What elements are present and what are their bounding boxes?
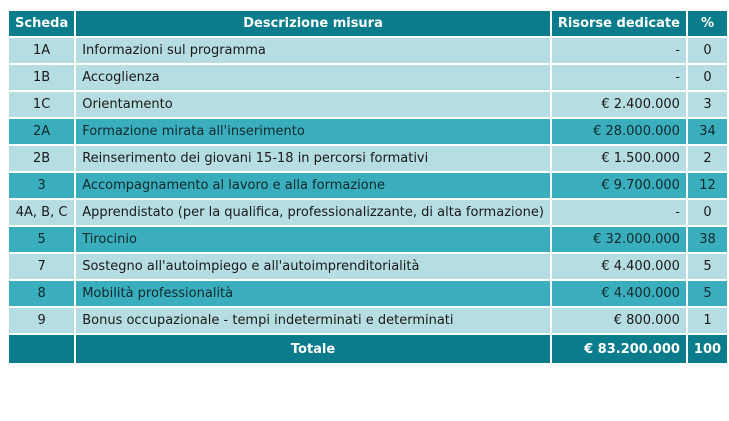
cell-percentuale: 5 (687, 280, 728, 307)
cell-risorse: - (551, 199, 687, 226)
resources-table-container (7, 9, 729, 365)
cell-scheda: 9 (8, 307, 75, 334)
header-scheda: Scheda (8, 10, 75, 37)
cell-risorse: € 1.500.000 (551, 145, 687, 172)
cell-scheda: 8 (8, 280, 75, 307)
cell-descrizione: Informazioni sul programma (75, 37, 551, 64)
cell-descrizione: Apprendistato (per la qualifica, professionalizzante, di alta formazione) (75, 199, 551, 226)
total-label: Totale (75, 334, 551, 364)
cell-percentuale: 2 (687, 145, 728, 172)
cell-scheda: 7 (8, 253, 75, 280)
cell-descrizione: Formazione mirata all'inserimento (75, 118, 551, 145)
cell-risorse: € 800.000 (551, 307, 687, 334)
table-row (8, 145, 728, 172)
cell-scheda: 1A (8, 37, 75, 64)
cell-descrizione: Tirocinio (75, 226, 551, 253)
table-row (8, 199, 728, 226)
table-row (8, 64, 728, 91)
total-row (8, 334, 728, 364)
cell-percentuale: 0 (687, 199, 728, 226)
cell-scheda: 3 (8, 172, 75, 199)
cell-risorse: € 4.400.000 (551, 253, 687, 280)
cell-risorse: € 9.700.000 (551, 172, 687, 199)
table-row (8, 253, 728, 280)
cell-scheda: 1C (8, 91, 75, 118)
cell-percentuale: 0 (687, 64, 728, 91)
cell-risorse: - (551, 64, 687, 91)
cell-descrizione: Sostegno all'autoimpiego e all'autoimprenditorialità (75, 253, 551, 280)
header-percentuale: % (687, 10, 728, 37)
cell-descrizione: Bonus occupazionale - tempi indeterminati e determinati (75, 307, 551, 334)
table-row (8, 307, 728, 334)
total-percentuale: 100 (687, 334, 728, 364)
cell-scheda: 2A (8, 118, 75, 145)
cell-descrizione: Accoglienza (75, 64, 551, 91)
cell-descrizione: Mobilità professionalità (75, 280, 551, 307)
cell-risorse: - (551, 37, 687, 64)
table-row (8, 172, 728, 199)
table-row (8, 37, 728, 64)
resources-table (7, 9, 729, 365)
table-row (8, 118, 728, 145)
cell-descrizione: Accompagnamento al lavoro e alla formazione (75, 172, 551, 199)
cell-scheda: 1B (8, 64, 75, 91)
cell-percentuale: 0 (687, 37, 728, 64)
cell-percentuale: 1 (687, 307, 728, 334)
cell-percentuale: 34 (687, 118, 728, 145)
cell-scheda: 4A, B, C (8, 199, 75, 226)
cell-percentuale: 38 (687, 226, 728, 253)
cell-risorse: € 32.000.000 (551, 226, 687, 253)
table-row (8, 226, 728, 253)
cell-descrizione: Reinserimento dei giovani 15-18 in percorsi formativi (75, 145, 551, 172)
table-row (8, 280, 728, 307)
cell-percentuale: 12 (687, 172, 728, 199)
cell-descrizione: Orientamento (75, 91, 551, 118)
cell-scheda: 5 (8, 226, 75, 253)
cell-risorse: € 4.400.000 (551, 280, 687, 307)
header-risorse: Risorse dedicate (551, 10, 687, 37)
cell-percentuale: 5 (687, 253, 728, 280)
cell-scheda: 2B (8, 145, 75, 172)
cell-risorse: € 28.000.000 (551, 118, 687, 145)
table-row (8, 91, 728, 118)
total-scheda (8, 334, 75, 364)
table-header-row (8, 10, 728, 37)
cell-risorse: € 2.400.000 (551, 91, 687, 118)
total-risorse: € 83.200.000 (551, 334, 687, 364)
header-descrizione: Descrizione misura (75, 10, 551, 37)
cell-percentuale: 3 (687, 91, 728, 118)
